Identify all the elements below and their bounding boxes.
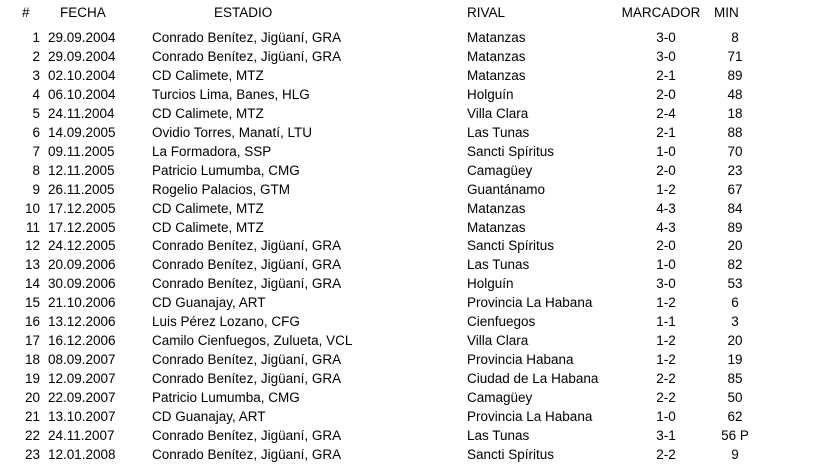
row-num: 12 [24,238,40,254]
table-row [0,312,833,331]
row-fecha: 17.12.2005 [48,200,116,216]
row-min: 19 [727,352,743,368]
row-rival: Cienfuegos [467,314,536,330]
row-num: 3 [32,67,40,83]
header-min: MIN [714,5,739,20]
table-row [0,274,833,293]
row-fecha: 13.10.2007 [48,409,116,424]
table-row [0,426,833,445]
row-estadio: Patricio Lumumba, CMG [152,390,300,406]
row-num: 16 [24,314,40,330]
row-min: 62 [727,409,743,424]
table-row [0,180,833,199]
row-rival: Matanzas [467,200,526,216]
row-marcador: 2-2 [656,371,676,387]
header-rival: RIVAL [467,5,506,20]
row-rival: Villa Clara [467,105,529,121]
row-fecha: 08.09.2007 [48,352,116,368]
row-marcador: 1-2 [656,352,676,368]
row-fecha: 14.09.2005 [48,124,116,140]
row-rival: Provincia La Habana [467,295,593,311]
row-rival: Sancti Spíritus [467,446,555,462]
row-num: 19 [24,371,40,387]
row-num: 7 [32,143,40,159]
row-min: 23 [727,162,743,178]
row-fecha: 02.10.2004 [48,67,116,83]
row-rival: Villa Clara [467,333,529,349]
row-num: 5 [32,105,40,121]
table-header [0,3,833,22]
row-min: 56 P [721,427,749,443]
row-estadio: Conrado Benítez, Jigüaní, GRA [152,427,342,443]
row-estadio: Conrado Benítez, Jigüaní, GRA [152,48,342,64]
table-row [0,85,833,104]
row-fecha: 12.01.2008 [48,446,116,462]
row-rival: Camagüey [467,390,533,406]
row-estadio: Conrado Benítez, Jigüaní, GRA [152,30,342,45]
row-min: 88 [727,124,743,140]
row-min: 18 [727,105,743,121]
header-estadio: ESTADIO [214,5,273,20]
row-fecha: 12.11.2005 [48,162,115,178]
row-marcador: 3-1 [656,427,676,443]
row-fecha: 17.12.2005 [48,219,116,235]
row-rival: Las Tunas [467,257,530,273]
row-num: 4 [32,86,40,102]
row-rival: Holguín [467,276,514,292]
table-row [0,28,833,47]
row-rival: Provincia Habana [467,352,574,368]
row-estadio: CD Guanajay, ART [152,409,266,424]
table-row [0,293,833,312]
row-num: 2 [32,48,40,64]
row-fecha: 29.09.2004 [48,48,116,64]
row-marcador: 3-0 [656,30,676,45]
table-row [0,161,833,180]
table-row [0,369,833,388]
row-fecha: 24.12.2005 [48,238,116,254]
row-min: 8 [731,30,739,45]
row-rival: Las Tunas [467,427,530,443]
row-estadio: CD Calimete, MTZ [152,105,264,121]
row-marcador: 1-0 [656,143,676,159]
row-min: 67 [727,181,743,197]
row-min: 89 [727,219,743,235]
row-estadio: La Formadora, SSP [152,143,272,159]
row-marcador: 3-0 [656,48,676,64]
row-num: 21 [24,409,40,424]
row-min: 53 [727,276,743,292]
row-estadio: CD Calimete, MTZ [152,200,264,216]
row-rival: Camagüey [467,162,533,178]
row-min: 89 [727,67,743,83]
row-marcador: 2-4 [656,105,676,121]
row-rival: Ciudad de La Habana [467,371,599,387]
row-min: 85 [727,371,743,387]
header-marcador: MARCADOR [621,5,701,20]
row-rival: Provincia La Habana [467,409,593,424]
row-marcador: 1-0 [656,409,676,424]
row-fecha: 29.09.2004 [48,30,116,45]
row-num: 10 [24,200,40,216]
row-min: 70 [727,143,743,159]
row-fecha: 13.12.2006 [48,314,116,330]
row-fecha: 30.09.2006 [48,276,116,292]
row-marcador: 2-0 [656,162,676,178]
row-min: 20 [727,238,743,254]
row-rival: Matanzas [467,48,526,64]
row-num: 15 [24,295,40,311]
row-estadio: Conrado Benítez, Jigüaní, GRA [152,238,342,254]
row-num: 23 [24,446,40,462]
row-marcador: 4-3 [656,200,676,216]
row-estadio: Conrado Benítez, Jigüaní, GRA [152,371,342,387]
table-row [0,445,833,464]
row-num: 20 [24,390,40,406]
row-fecha: 26.11.2005 [48,181,115,197]
row-num: 17 [24,333,40,349]
row-estadio: CD Calimete, MTZ [152,219,264,235]
row-num: 1 [32,30,40,45]
row-estadio: Conrado Benítez, Jigüaní, GRA [152,257,342,273]
table-row [0,236,833,255]
row-estadio: Turcios Lima, Banes, HLG [152,86,310,102]
row-rival: Guantánamo [467,181,546,197]
row-rival: Sancti Spíritus [467,143,555,159]
row-fecha: 12.09.2007 [48,371,116,387]
row-num: 22 [24,427,40,443]
row-num: 13 [24,257,40,273]
row-rival: Matanzas [467,219,526,235]
row-marcador: 4-3 [656,219,676,235]
row-marcador: 2-1 [656,124,676,140]
header-num: # [22,5,30,20]
row-fecha: 09.11.2005 [48,143,115,159]
row-num: 18 [24,352,40,368]
row-fecha: 20.09.2006 [48,257,116,273]
table-row [0,104,833,123]
row-marcador: 2-0 [656,238,676,254]
table-row [0,218,833,237]
row-min: 9 [731,446,739,462]
table-row [0,47,833,66]
row-rival: Matanzas [467,67,526,83]
row-rival: Las Tunas [467,124,530,140]
row-estadio: Conrado Benítez, Jigüaní, GRA [152,352,342,368]
row-fecha: 06.10.2004 [48,86,116,102]
row-num: 9 [32,181,40,197]
row-marcador: 2-0 [656,86,676,102]
table-row [0,331,833,350]
row-marcador: 1-0 [656,257,676,273]
table-row [0,199,833,218]
row-marcador: 3-0 [656,276,676,292]
row-min: 82 [727,257,743,273]
row-fecha: 21.10.2006 [48,295,116,311]
row-estadio: Luis Pérez Lozano, CFG [152,314,300,330]
row-num: 11 [25,219,40,235]
row-num: 6 [32,124,40,140]
row-marcador: 2-2 [656,446,676,462]
row-min: 84 [727,200,743,216]
table-row [0,255,833,274]
row-num: 14 [24,276,40,292]
row-min: 71 [727,48,743,64]
table-row [0,388,833,407]
table-row [0,123,833,142]
row-marcador: 1-2 [656,333,676,349]
row-min: 6 [731,295,739,311]
row-min: 50 [727,390,743,406]
row-min: 3 [731,314,739,330]
row-fecha: 24.11.2004 [48,105,115,121]
table-row [0,407,833,426]
row-fecha: 16.12.2006 [48,333,116,349]
row-min: 48 [727,86,743,102]
row-marcador: 1-2 [656,181,676,197]
row-num: 8 [32,162,40,178]
row-marcador: 2-2 [656,390,676,406]
table-row [0,350,833,369]
row-rival: Sancti Spíritus [467,238,555,254]
row-estadio: Ovidio Torres, Manatí, LTU [152,124,313,140]
row-estadio: CD Guanajay, ART [152,295,266,311]
row-min: 20 [727,333,743,349]
row-rival: Holguín [467,86,514,102]
row-estadio: Conrado Benítez, Jigüaní, GRA [152,446,342,462]
row-marcador: 2-1 [656,67,676,83]
row-fecha: 24.11.2007 [48,427,115,443]
row-rival: Matanzas [467,30,526,45]
table-row [0,66,833,85]
row-estadio: Conrado Benítez, Jigüaní, GRA [152,276,342,292]
row-marcador: 1-2 [656,295,676,311]
row-marcador: 1-1 [656,314,676,330]
row-estadio: Patricio Lumumba, CMG [152,162,300,178]
header-fecha: FECHA [60,5,106,20]
row-estadio: Camilo Cienfuegos, Zulueta, VCL [152,333,353,349]
row-estadio: Rogelio Palacios, GTM [152,181,291,197]
row-fecha: 22.09.2007 [48,390,116,406]
table-row [0,142,833,161]
row-estadio: CD Calimete, MTZ [152,67,264,83]
